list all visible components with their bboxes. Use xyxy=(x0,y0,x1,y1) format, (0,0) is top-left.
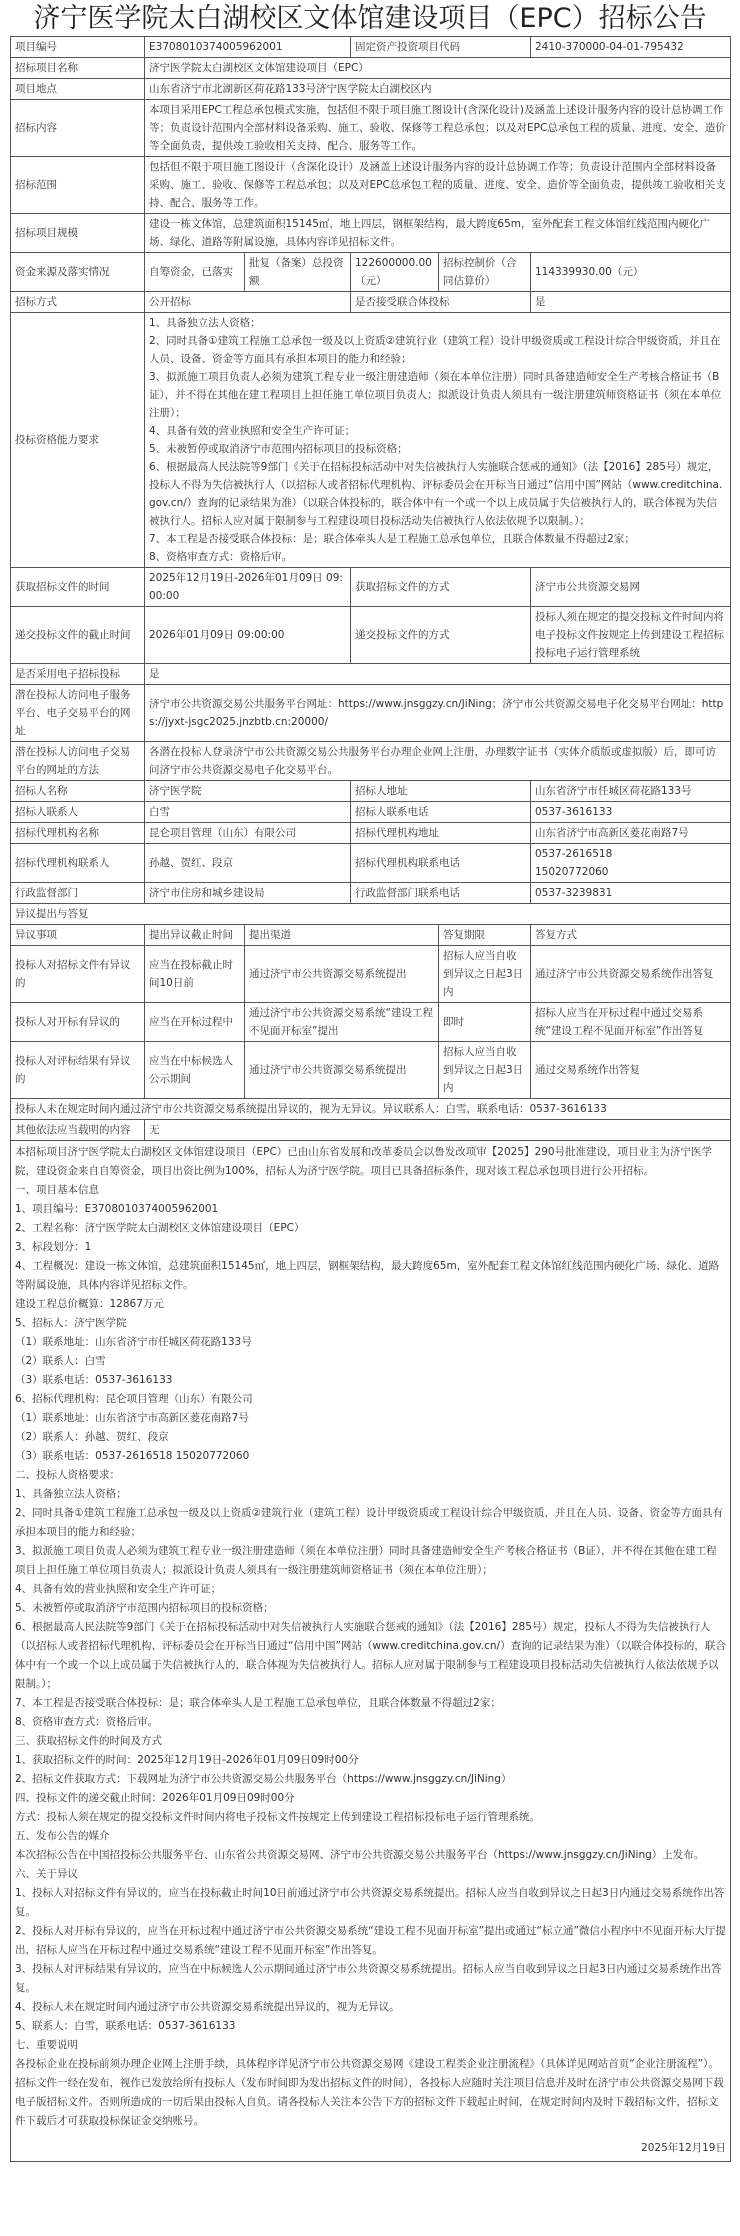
label-project-no: 项目编号 xyxy=(11,37,145,58)
table-row xyxy=(11,685,731,742)
label-tenderer-phone: 招标人联系电话 xyxy=(351,802,531,823)
value-electronic: 是 xyxy=(145,664,731,685)
body-paragraph: 2、招标文件获取方式：下载网址为济宁市公共资源交易公共服务平台（https://www.jnsggzy.cn/JiNing） xyxy=(15,1773,512,1785)
body-paragraph: 4、工程概况：建设一栋文体馆，总建筑面积15145㎡，地上四层，钢框架结构，最大跨度65m，室外配套工程文体馆红线范围内硬化广场、绿化、道路等附属设施，具体内容详见招标文件。 xyxy=(15,1260,720,1291)
label-consortium: 是否接受联合体投标 xyxy=(351,292,531,313)
objection-row xyxy=(11,1003,731,1042)
objection-row xyxy=(11,1042,731,1099)
table-row xyxy=(11,664,731,685)
value-tenderer: 济宁医学院 xyxy=(145,781,351,802)
value-scope: 包括但不限于项目施工图设计（含深化设计）及涵盖上述设计服务内容的设计总协调工作等；负责设计范围内全部材料设备采购、施工、验收、保修等工程总承包；以及对EPC总承包工程的质量、进度、安全、造价等全面负责，提供竣工验收相关支持、配合、服务等工作。 xyxy=(145,157,731,214)
value-agency: 昆仑项目管理（山东）有限公司 xyxy=(145,823,351,844)
objection-cell: 通过济宁市公共资源交易系统提出 xyxy=(245,946,439,1003)
body-paragraph: 8、资格审查方式：资格后审。 xyxy=(15,1716,159,1728)
label-project-name: 招标项目名称 xyxy=(11,58,145,79)
objection-cell: 招标人应当自收到异议之日起3日内 xyxy=(439,1042,531,1099)
body-paragraph: 3、标段划分：1 xyxy=(15,1241,92,1253)
table-row xyxy=(11,781,731,802)
value-submit-method: 投标人须在规定的提交投标文件时间内将电子投标文件按规定上传到建设工程招标投标电子运行管理系统 xyxy=(531,607,731,664)
body-paragraph: 1、获取招标文件的时间：2025年12月19日-2026年01月09日09时00分 xyxy=(15,1754,359,1766)
body-paragraph: 6、招标代理机构：昆仑项目管理（山东）有限公司 xyxy=(15,1393,253,1405)
label-agency-address: 招标代理机构地址 xyxy=(351,823,531,844)
table-row xyxy=(11,79,731,100)
label-tenderer-contact: 招标人联系人 xyxy=(11,802,145,823)
table-row xyxy=(11,253,731,292)
label-supervision: 行政监督部门 xyxy=(11,883,145,904)
label-platform-method: 潜在投标人访问电子交易平台的网址的方法 xyxy=(11,742,145,781)
table-row xyxy=(11,1120,731,1141)
label-submit-method: 递交投标文件的方式 xyxy=(351,607,531,664)
value-supervision: 济宁市住房和城乡建设局 xyxy=(145,883,351,904)
label-location: 项目地点 xyxy=(11,79,145,100)
body-paragraph: 本次招标公告在中国招投标公共服务平台、山东省公共资源交易网、济宁市公共资源交易公共服务平台（https://www.jnsggzy.cn/JiNing）上发布。 xyxy=(15,1849,705,1861)
qualification-item: 7、本工程是否接受联合体投标：是；联合体牵头人是工程施工总承包单位，且联合体数量不得超过2家； xyxy=(149,533,635,545)
body-paragraph: （1）联系地址：山东省济宁市高新区菱花南路7号 xyxy=(15,1412,249,1424)
value-qualification xyxy=(145,313,731,568)
label-submit-deadline: 递交投标文件的截止时间 xyxy=(11,607,145,664)
label-scope: 招标范围 xyxy=(11,157,145,214)
table-row xyxy=(11,823,731,844)
value-agency-contact: 孙越、贺红、段京 xyxy=(145,844,351,883)
qualification-item: 4、具备有效的营业执照和安全生产许可证； xyxy=(149,425,356,437)
value-other: 无 xyxy=(145,1120,731,1141)
label-qualification: 投标资格能力要求 xyxy=(11,313,145,568)
value-agency-phone xyxy=(531,844,731,883)
table-row xyxy=(11,1099,731,1120)
objection-cell: 应当在中标候选人公示期间 xyxy=(145,1042,245,1099)
objection-cell: 应当在开标过程中 xyxy=(145,1003,245,1042)
body-paragraph: 4、投标人未在规定时间内通过济宁市公共资源交易系统提出异议的，视为无异议。 xyxy=(15,2001,400,2013)
body-paragraph: 1、具备独立法人资格； xyxy=(15,1488,127,1500)
table-row xyxy=(11,214,731,253)
body-paragraph: 一、项目基本信息 xyxy=(15,1184,99,1196)
label-agency: 招标代理机构名称 xyxy=(11,823,145,844)
body-paragraph: 各投标企业在投标前须办理企业网上注册手续，具体程序详见济宁市公共资源交易网《建设工程类企业注册流程》（具体详见网站首页“企业注册流程”）。招标文件一经在发布，视作已发放给所有投标人（发布时间即为发出招标文件的时间），各投标人应随时关注项目信息并及时在济宁市公共资源交易网下载电子版招标文件。否则所造成的一切后果由投标人自负。请各投标人关注本公告下方的招标文件下载起止时间，在规定时间内及时下载招标文件，招标文件下载后才可获取投标保证金交纳账号。 xyxy=(15,2058,724,2127)
label-obtain-method: 获取招标文件的方式 xyxy=(351,568,531,607)
table-row xyxy=(11,802,731,823)
label-platform-url: 潜在投标人访问电子服务平台、电子交易平台的网址 xyxy=(11,685,145,742)
body-paragraph: 方式：投标人须在规定的提交投标文件时间内将电子投标文件按规定上传到建设工程招标投标电子运行管理系统。 xyxy=(15,1811,540,1823)
label-other: 其他依法应当载明的内容 xyxy=(11,1120,145,1141)
qualification-item: 6、根据最高人民法院等9部门《关于在招标投标活动中对失信被执行人实施联合惩戒的通知》（法【2016】285号）规定，投标人不得为失信被执行人（以招标人或者招标代理机构、评标委员会在开标当日通过“信用中国”网站（www.creditchina.gov.cn/）查询的记录结果为准）（以联合体投标的，联合体中有一个或一个以上成员属于失信被执行人的，联合体视为失信被执行人。招标人应对属于限制参与工程建设项目投标活动失信被执行人依法依规予以限制。）； xyxy=(149,461,723,527)
value-content: 本项目采用EPC工程总承包模式实施，包括但不限于项目施工图设计(含深化设计)及涵盖上述设计服务内容的设计总协调工作等；负责设计范围内全部材料设备采购、施工、验收、保修等工程总承包；以及对EPC总承包工程的质量、进度、安全、造价等全面负责，提供竣工验收相关支持、配合、服务等工作。 xyxy=(145,100,731,157)
body-paragraph: （3）联系电话：0537-2616518 15020772060 xyxy=(15,1450,250,1462)
body-paragraph: （2）联系人：孙越、贺红、段京 xyxy=(15,1431,169,1443)
table-row xyxy=(11,844,731,883)
value-tenderer-contact: 白雪 xyxy=(145,802,351,823)
page-title: 济宁医学院太白湖校区文体馆建设项目（EPC）招标公告 xyxy=(33,3,707,34)
agency-phone-2: 15020772060 xyxy=(535,866,609,878)
body-paragraph: 1、项目编号：E3708010374005962001 xyxy=(15,1203,219,1215)
objection-header: 答复方式 xyxy=(531,925,731,946)
body-paragraph: 三、获取招标文件的时间及方式 xyxy=(15,1735,162,1747)
qualification-item: 2、同时具备①建筑工程施工总承包一级及以上资质②建筑行业（建筑工程）设计甲级资质或工程设计综合甲级资质，并且在人员、设备、资金等方面具有承担本项目的能力和经验； xyxy=(149,335,721,365)
objection-header: 异议事项 xyxy=(11,925,145,946)
value-location: 山东省济宁市北湖新区荷花路133号济宁医学院太白湖校区内 xyxy=(145,79,731,100)
announcement-body xyxy=(11,1141,731,2162)
label-control-price: 招标控制价（合同估算价） xyxy=(439,253,531,292)
value-total-investment: 122600000.00（元） xyxy=(351,253,439,292)
body-paragraph: 二、投标人资格要求： xyxy=(15,1469,120,1481)
table-row xyxy=(11,58,731,79)
table-row xyxy=(11,100,731,157)
body-paragraph: 1、投标人对招标文件有异议的，应当在投标截止时间10日前通过济宁市公共资源交易系统提出。招标人应当自收到异议之日起3日内通过交易系统作出答复。 xyxy=(15,1887,725,1918)
qualification-item: 1、具备独立法人资格； xyxy=(149,317,261,329)
objection-note: 投标人未在规定时间内通过济宁市公共资源交易系统提出异议的，视为无异议。异议联系人：白雪，联系电话：0537-3616133 xyxy=(11,1099,731,1120)
body-paragraph: 7、本工程是否接受联合体投标：是；联合体牵头人是工程施工总承包单位，且联合体数量不得超过2家； xyxy=(15,1697,501,1709)
table-row xyxy=(11,568,731,607)
table-row xyxy=(11,607,731,664)
objection-cell: 通过交易系统作出答复 xyxy=(531,1042,731,1099)
value-tenderer-address: 山东省济宁市任城区荷花路133号 xyxy=(531,781,731,802)
body-paragraph: 建设工程总价概算：12867万元 xyxy=(15,1298,164,1310)
label-funding: 资金来源及落实情况 xyxy=(11,253,145,292)
value-platform-method: 各潜在投标人登录济宁市公共资源交易公共服务平台办理企业网上注册，办理数字证书（实体介质版或虚拟版）后，即可访问济宁市公共资源交易电子化交易平台。 xyxy=(145,742,731,781)
objection-header: 提出渠道 xyxy=(245,925,439,946)
qualification-item: 5、未被暂停或取消济宁市范围内招标项目的投标资格； xyxy=(149,443,408,455)
body-paragraph: 2、同时具备①建筑工程施工总承包一级及以上资质②建筑行业（建筑工程）设计甲级资质或工程设计综合甲级资质，并且在人员、设备、资金等方面具有承担本项目的能力和经验； xyxy=(15,1507,724,1538)
body-paragraph: （2）联系人：白雪 xyxy=(15,1355,106,1367)
value-submit-deadline: 2026年01月09日 09:00:00 xyxy=(145,607,351,664)
body-paragraph: 本招标项目济宁医学院太白湖校区文体馆建设项目（EPC）已由山东省发展和改革委员会以鲁发改项审【2025】290号批准建设，项目业主为济宁医学院，建设资金来自自筹资金，项目出资比例为100%，招标人为济宁医学院。项目已具备招标条件，现对该工程总承包项目进行公开招标。 xyxy=(15,1146,713,1177)
agency-phone-1: 0537-2616518 xyxy=(535,848,613,860)
objection-cell: 招标人应当在开标过程中通过交易系统“建设工程不见面开标室”作出答复 xyxy=(531,1003,731,1042)
qualification-item: 3、拟派施工项目负责人必须为建筑工程专业一级注册建造师（须在本单位注册）同时具备建造师安全生产考核合格证书（B证），并不得在其他在建工程项目上担任施工单位项目负责人；拟派设计负责人须具有一级注册建筑师资格证书（须在本单位注册）； xyxy=(149,371,722,419)
table-row xyxy=(11,742,731,781)
objection-header: 提出异议截止时间 xyxy=(145,925,245,946)
objection-cell: 投标人对招标文件有异议的 xyxy=(11,946,145,1003)
label-electronic: 是否采用电子招标投标 xyxy=(11,664,145,685)
objection-cell: 投标人对开标有异议的 xyxy=(11,1003,145,1042)
objection-cell: 招标人应当自收到异议之日起3日内 xyxy=(439,946,531,1003)
table-row xyxy=(11,883,731,904)
value-obtain-time: 2025年12月19日-2026年01月09日 09:00:00 xyxy=(145,568,351,607)
objection-cell: 应当在投标截止时间10日前 xyxy=(145,946,245,1003)
value-scale: 建设一栋文体馆，总建筑面积15145㎡，地上四层，钢框架结构，最大跨度65m，室外配套工程文体馆红线范围内硬化广场、绿化、道路等附属设施，具体内容详见招标文件。 xyxy=(145,214,731,253)
body-paragraph: 2、工程名称：济宁医学院太白湖校区文体馆建设项目（EPC） xyxy=(15,1222,305,1234)
publish-date: 2025年12月19日 xyxy=(641,2142,726,2154)
objection-cell: 通过济宁市公共资源交易系统提出 xyxy=(245,1042,439,1099)
body-paragraph: 四、投标文件的递交截止时间：2026年01月09日09时00分 xyxy=(15,1792,295,1804)
body-paragraph: 4、具备有效的营业执照和安全生产许可证； xyxy=(15,1583,222,1595)
objection-row xyxy=(11,946,731,1003)
label-total-investment: 批复（备案）总投资额 xyxy=(245,253,351,292)
label-supervision-phone: 行政监督部门联系电话 xyxy=(351,883,531,904)
value-project-name: 济宁医学院太白湖校区文体馆建设项目（EPC） xyxy=(145,58,731,79)
body-paragraph: 5、未被暂停或取消济宁市范围内招标项目的投标资格； xyxy=(15,1602,274,1614)
qualification-item: 8、资格审查方式：资格后审。 xyxy=(149,551,293,563)
label-scale: 招标项目规模 xyxy=(11,214,145,253)
body-paragraph: 3、投标人对评标结果有异议的，应当在中标候选人公示期间通过济宁市公共资源交易系统提出。招标人应当自收到异议之日起3日内通过交易系统作出答复。 xyxy=(15,1963,722,1994)
body-paragraph: （1）联系地址：山东省济宁市任城区荷花路133号 xyxy=(15,1336,252,1348)
table-row xyxy=(11,1141,731,2162)
table-row xyxy=(11,157,731,214)
body-paragraph: 2、投标人对开标有异议的，应当在开标过程中通过济宁市公共资源交易系统“建设工程不见面开标室”提出或通过“标立通”微信小程序中不见面开标大厅提出，招标人应当在开标过程中通过交易系统“建设工程不见面开标室”作出答复。 xyxy=(15,1925,726,1956)
value-method: 公开招标 xyxy=(145,292,351,313)
table-row xyxy=(11,37,731,58)
label-tenderer: 招标人名称 xyxy=(11,781,145,802)
value-obtain-method: 济宁市公共资源交易网 xyxy=(531,568,731,607)
objection-cell: 即时 xyxy=(439,1003,531,1042)
body-paragraph: 5、招标人：济宁医学院 xyxy=(15,1317,127,1329)
body-paragraph: 七、重要说明 xyxy=(15,2039,78,2051)
value-investment-code: 2410-370000-04-01-795432 xyxy=(531,37,731,58)
info-table xyxy=(10,36,731,2162)
value-funding: 自筹资金，已落实 xyxy=(145,253,245,292)
value-platform-url[interactable]: 济宁市公共资源交易公共服务平台网址：https://www.jnsggzy.cn/JiNing；济宁市公共资源交易电子化交易平台网址：https://jyxt-jsgc2025.jnzbtb.cn:20000/ xyxy=(145,685,731,742)
value-tenderer-phone: 0537-3616133 xyxy=(531,802,731,823)
body-paragraph: 六、关于异议 xyxy=(15,1868,78,1880)
label-content: 招标内容 xyxy=(11,100,145,157)
label-method: 招标方式 xyxy=(11,292,145,313)
body-paragraph: 5、联系人：白雪，联系电话：0537-3616133 xyxy=(15,2020,236,2032)
label-obtain-time: 获取招标文件的时间 xyxy=(11,568,145,607)
label-agency-phone: 招标代理机构联系电话 xyxy=(351,844,531,883)
value-agency-address: 山东省济宁市高新区菱花南路7号 xyxy=(531,823,731,844)
label-agency-contact: 招标代理机构联系人 xyxy=(11,844,145,883)
objection-cell: 通过济宁市公共资源交易系统作出答复 xyxy=(531,946,731,1003)
objection-header-row xyxy=(11,925,731,946)
value-project-no: E3708010374005962001 xyxy=(145,37,351,58)
value-consortium: 是 xyxy=(531,292,731,313)
objection-section-label: 异议提出与答复 xyxy=(11,904,731,925)
objection-cell: 投标人对评标结果有异议的 xyxy=(11,1042,145,1099)
table-row xyxy=(11,313,731,568)
body-paragraph: 3、拟派施工项目负责人必须为建筑工程专业一级注册建造师（须在本单位注册）同时具备建造师安全生产考核合格证书（B证），并不得在其他在建工程项目上担任施工单位项目负责人；拟派设计负责人须具有一级注册建筑师资格证书（须在本单位注册）； xyxy=(15,1545,717,1576)
value-supervision-phone: 0537-3239831 xyxy=(531,883,731,904)
objection-cell: 通过济宁市公共资源交易系统“建设工程不见面开标室”提出 xyxy=(245,1003,439,1042)
body-paragraph: 五、发布公告的媒介 xyxy=(15,1830,110,1842)
body-paragraph: 6、根据最高人民法院等9部门《关于在招标投标活动中对失信被执行人实施联合惩戒的通知》（法【2016】285号）规定，投标人不得为失信被执行人（以招标人或者招标代理机构、评标委员会在开标当日通过“信用中国”网站（www.creditchina.gov.cn/）查询的记录结果为准）（以联合体投标的，联合体中有一个或一个以上成员属于失信被执行人的，联合体视为失信被执行人。招标人应对属于限制参与工程建设项目投标活动失信被执行人依法依规予以限制。）； xyxy=(15,1621,726,1690)
table-row xyxy=(11,292,731,313)
body-paragraph: （3）联系电话：0537-3616133 xyxy=(15,1374,173,1386)
body-paragraphs xyxy=(15,1143,726,2131)
objection-header: 答复期限 xyxy=(439,925,531,946)
value-control-price: 114339930.00（元） xyxy=(531,253,731,292)
table-row xyxy=(11,904,731,925)
label-tenderer-address: 招标人地址 xyxy=(351,781,531,802)
label-investment-code: 固定资产投资项目代码 xyxy=(351,37,531,58)
